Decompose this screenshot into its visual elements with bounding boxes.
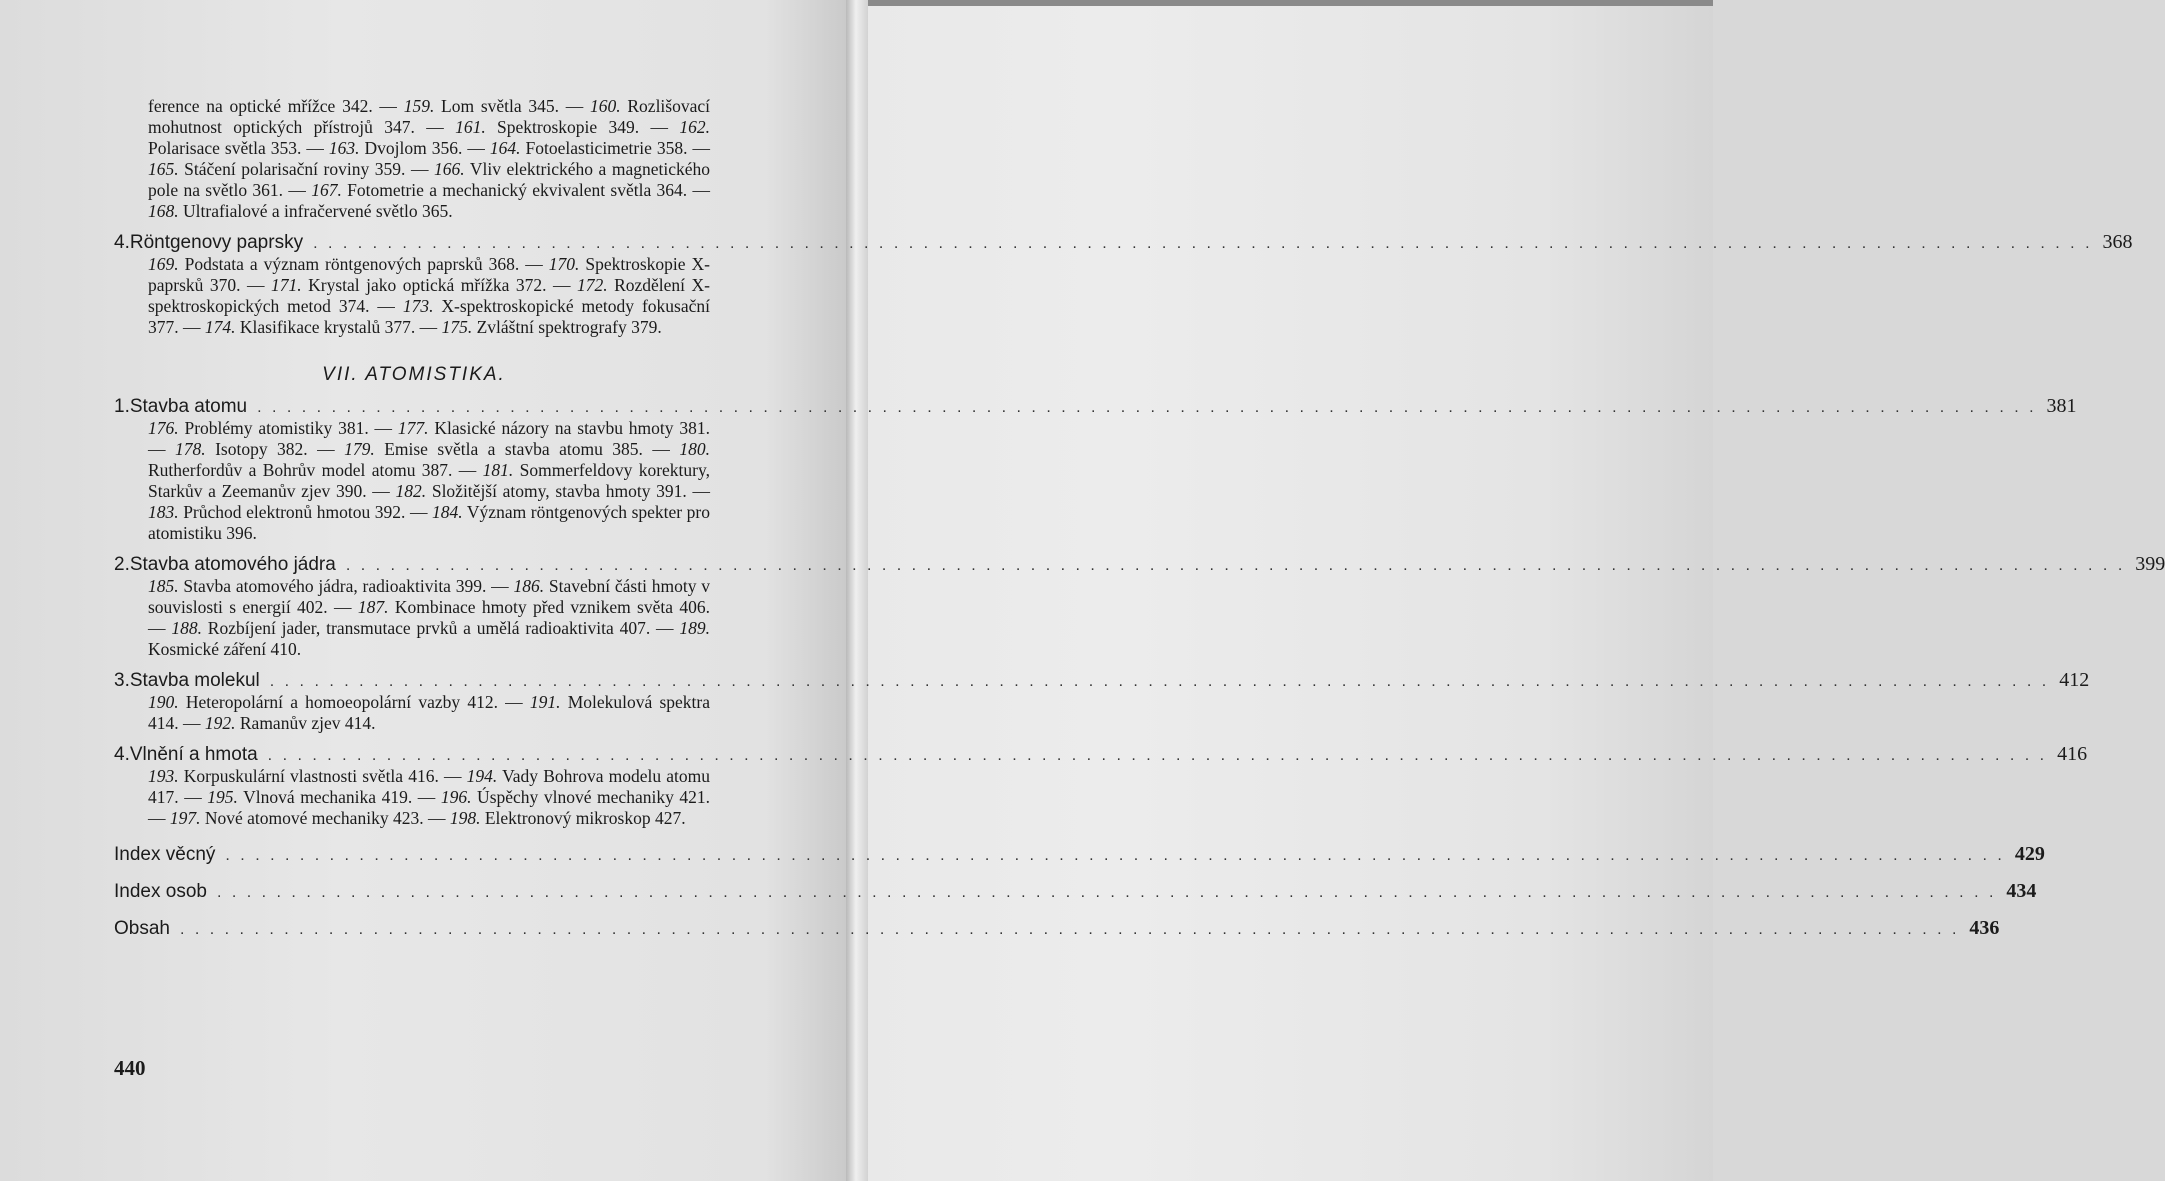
section-title: Index osob [114,881,207,902]
section-page-number: 368 [2102,231,2133,253]
dot-leader: . . . . . . . . . . . . . . . . . . . . . . . . . . . . . . . . . . . . . . . . . . . . . . . . . . . . . . . . . . . . . . . . . . . . . . . . . . . . . . . . . . . . . . . . . . . . . . . . . . . . . . . . . . . . . . . . . . . . . . . . [313,235,2093,252]
book-gutter [846,0,868,1181]
page-edge-shadow [866,0,1713,6]
section-page-number: 434 [2006,880,2037,902]
section-title: Stavba atomového jádra [129,554,336,575]
toc-section-entry[interactable] [114,395,2077,418]
section-number: 3. [114,670,130,691]
toc-section-entry[interactable] [114,669,2090,692]
section-number: 4. [114,744,130,765]
section-page-number: 399 [2135,553,2165,575]
section-title: Index věcný [114,844,216,865]
dot-leader: . . . . . . . . . . . . . . . . . . . . . . . . . . . . . . . . . . . . . . . . . . . . . . . . . . . . . . . . . . . . . . . . . . . . . . . . . . . . . . . . . . . . . . . . . . . . . . . . . . . . . . . . . . . . . . . . . . . . . . . . [225,847,2005,864]
section-title: Obsah [114,918,170,939]
section-number: 4. [114,232,130,253]
dot-leader: . . . . . . . . . . . . . . . . . . . . . . . . . . . . . . . . . . . . . . . . . . . . . . . . . . . . . . . . . . . . . . . . . . . . . . . . . . . . . . . . . . . . . . . . . . . . . . . . . . . . . . . . . . . . . . . . . . . . . . . . [216,884,1997,901]
section-page-number: 436 [1969,917,2000,939]
dot-leader: . . . . . . . . . . . . . . . . . . . . . . . . . . . . . . . . . . . . . . . . . . . . . . . . . . . . . . . . . . . . . . . . . . . . . . . . . . . . . . . . . . . . . . . . . . . . . . . . . . . . . . . . . . . . . . . . . . . . . . . . [179,921,1960,938]
toc-subsection-list: 169. Podstata a význam röntgenových paprsků 368. — 170. Spektroskopie X-paprsků 370. — 171. Krystal jako optická mřížka 372. — 172. Rozdělení X-spektroskopických metod 374. — 173. X-spektroskopické metody fokusační 377. — 174. Klasifikace krystalů 377. — 175. Zvláštní spektrografy 379. [148,254,710,337]
toc-section-entry[interactable] [114,743,2088,766]
toc-section-entry[interactable] [114,231,2133,254]
section-title: Stavba molekul [129,670,260,691]
dot-leader: . . . . . . . . . . . . . . . . . . . . . . . . . . . . . . . . . . . . . . . . . . . . . . . . . . . . . . . . . . . . . . . . . . . . . . . . . . . . . . . . . . . . . . . . . . . . . . . . . . . . . . . . . . . . . . . . . . . . . . . . [267,747,2048,764]
section-page-number: 416 [2057,743,2088,765]
section-title: Stavba atomu [129,396,248,417]
page-number: 440 [114,1056,146,1080]
dot-leader: . . . . . . . . . . . . . . . . . . . . . . . . . . . . . . . . . . . . . . . . . . . . . . . . . . . . . . . . . . . . . . . . . . . . . . . . . . . . . . . . . . . . . . . . . . . . . . . . . . . . . . . . . . . . . . . . . . . . . . . . [345,557,2126,574]
right-page [866,0,1713,1181]
section-page-number: 429 [2014,843,2045,865]
toc-subsection-list: 176. Problémy atomistiky 381. — 177. Klasické názory na stavbu hmoty 381. — 178. Isotopy 382. — 179. Emise světla a stavba atomu 385. — 180. Rutherfordův a Bohrův model atomu 387. — 181. Sommerfeldovy korektury, Starkův a Zeemanův zjev 390. — 182. Složitější atomy, stavba hmoty 391. — 183. Průchod elektronů hmotou 392. — 184. Význam röntgenových spekter pro atomistiku 396. [148,418,710,543]
toc-subsection-list: 185. Stavba atomového jádra, radioaktivita 399. — 186. Stavební části hmoty v souvislosti s energií 402. — 187. Kombinace hmoty před vznikem světa 406. — 188. Rozbíjení jader, transmutace prvků a umělá radioaktivita 407. — 189. Kosmické záření 410. [148,576,710,659]
toc-section-entry[interactable] [114,553,2165,576]
toc-subsection-list: ference na optické mřížce 342. — 159. Lom světla 345. — 160. Rozlišovací mohutnost optických přístrojů 347. — 161. Spektroskopie 349. — 162. Polarisace světla 353. — 163. Dvojlom 356. — 164. Fotoelasticimetrie 358. — 165. Stáčení polarisační roviny 359. — 166. Vliv elektrického a magnetického pole na světlo 361. — 167. Fotometrie a mechanický ekvivalent světla 364. — 168. Ultrafialové a infračervené světlo 365. [148,96,711,221]
toc-index-entry[interactable] [114,843,2045,866]
toc-subsection-list: 193. Korpuskulární vlastnosti světla 416. — 194. Vady Bohrova modelu atomu 417. — 195. Vlnová mechanika 419. — 196. Úspěchy vlnové mechaniky 421. — 197. Nové atomové mechaniky 423. — 198. Elektronový mikroskop 427. [148,766,711,828]
section-page-number: 381 [2046,395,2077,417]
dot-leader: . . . . . . . . . . . . . . . . . . . . . . . . . . . . . . . . . . . . . . . . . . . . . . . . . . . . . . . . . . . . . . . . . . . . . . . . . . . . . . . . . . . . . . . . . . . . . . . . . . . . . . . . . . . . . . . . . . . . . . . . [269,673,2050,690]
table-of-contents [114,96,2165,940]
section-page-number: 412 [2059,669,2090,691]
section-number: 1. [114,396,130,417]
chapter-heading: VII. ATOMISTIKA. [322,364,506,385]
dot-leader: . . . . . . . . . . . . . . . . . . . . . . . . . . . . . . . . . . . . . . . . . . . . . . . . . . . . . . . . . . . . . . . . . . . . . . . . . . . . . . . . . . . . . . . . . . . . . . . . . . . . . . . . . . . . . . . . . . . . . . . . [257,399,2037,416]
section-title: Vlnění a hmota [129,744,258,765]
toc-subsection-list: 190. Heteropolární a homoeopolární vazby 412. — 191. Molekulová spektra 414. — 192. Ramanův zjev 414. [148,692,710,733]
section-number: 2. [114,554,130,575]
toc-index-entry[interactable] [114,880,2037,903]
section-title: Röntgenovy paprsky [129,232,304,253]
toc-index-entry[interactable] [114,917,2000,940]
